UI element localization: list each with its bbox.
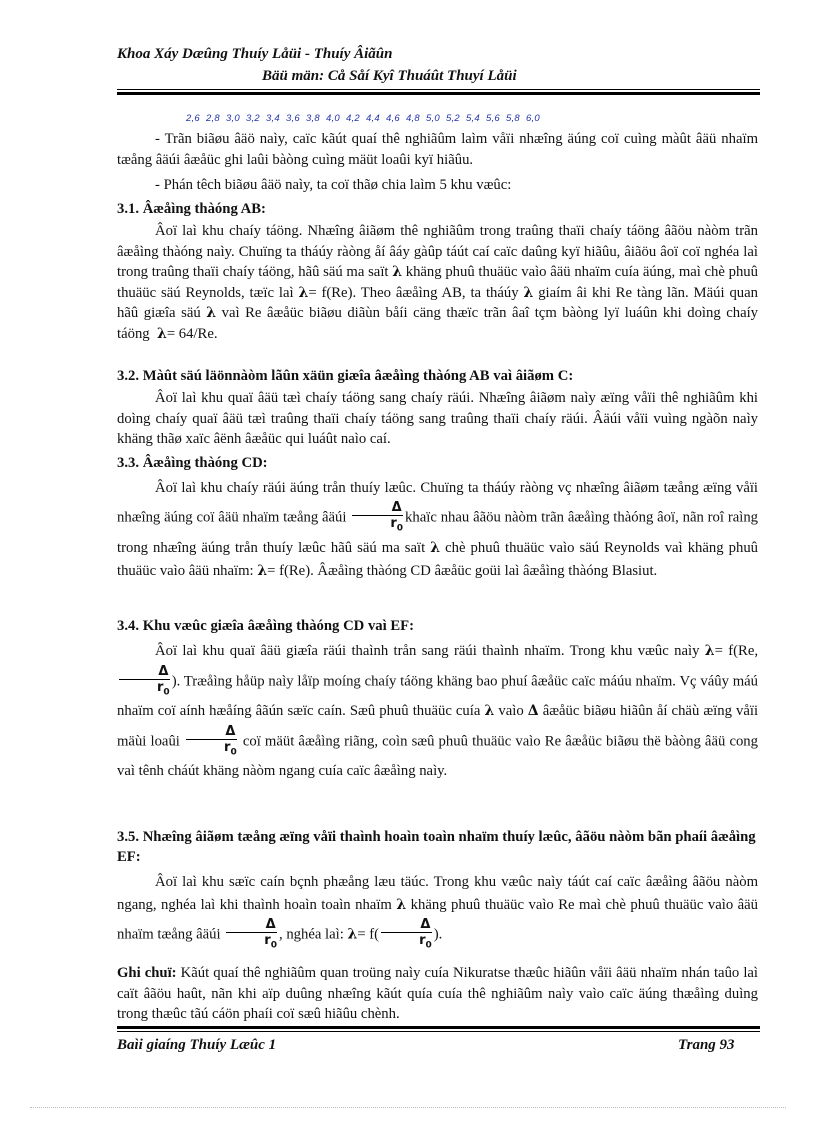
section-3-4-body: Âoï laì khu quaï âäü giæîa räúi thaình trån sang räúi thaình nhaïm. Trong khu væûc naìy λ= f(Re, $\frac{\Delta}{r_0}$ ). Træåìng håüp naìy låïp moíng chaíy táöng khäng bao phuí âæåüc caïc máúu nhaïm. Vç váûy máú nhaïm coï aính hæåíng âãún sæïc caín. Sæû phuû thuäüc cuía λ vaìo Δ âæåüc biãøu hiãûn åí chäù æïng våïi mäùi loaûi $\frac{\Delta}{r_0}$ coï mäüt âæåìng riãng, coìn sæû phuû thuäüc vaìo Re âæåüc biãøu thë bàòng âäü cong vaì tênh cháút khäng nàòm ngang cuía caïc âæåìng naìy.: [117, 643, 759, 780]
delta-over-r0-fraction: $\frac{\Delta}{r_0}$: [119, 664, 170, 701]
footer-rule-thin: [117, 1031, 760, 1032]
lambda-symbol: λ: [704, 643, 715, 659]
axis-tick-label: 4,8: [406, 113, 420, 124]
header-department: Bäü män: Cå Såí Kyî Thuáût Thuyí Låüi: [262, 68, 517, 84]
axis-tick-label: 3,2: [246, 113, 260, 124]
axis-tick-label: 4,4: [366, 113, 380, 124]
lambda-symbol: λ: [392, 264, 403, 280]
delta-over-r0-fraction: $\frac{\Delta}{r_0}$: [381, 917, 432, 954]
intro-paragraph-1: - Trãn biãøu âäö naìy, caïc kãút quaí thê nghiãûm laìm våïi nhæîng äúng coï cuìng màût âäü nhaïm tæång âäúi âæåüc ghi laûi bàòng cuìng mäüt loaûi kyï hiãûu.: [117, 131, 758, 168]
section-3-3-body: Âoï laì khu chaíy räúi äúng trån thuíy læûc. Chuïng ta tháúy ràòng vç nhæîng âiãøm tæång æïng våïi nhæîng äúng coï âäü nhaïm tæång âäúi $\frac{\Delta}{r_0}$ khaïc nhau âãöu nàòm trãn âæåìng thàóng âoï, nãn roî raìng trong nhæîng äúng trån thuíy læûc hãû säú ma saït λ chè phuû thuäüc vaìo säú Reynolds vaì khäng phuû thuäüc vaìo âäü nhaïm: λ= f(Re). Âæåìng thàóng CD âæåüc goüi laì âæåìng thàóng Blasiut.: [117, 480, 759, 579]
header-rule-thick: [117, 92, 760, 95]
axis-tick-label: 3,0: [226, 113, 240, 124]
axis-tick-label: 3,8: [306, 113, 320, 124]
note-label: Ghi chuï:: [117, 965, 177, 981]
lambda-symbol: λ: [523, 284, 534, 301]
lambda-symbol: λ: [257, 562, 268, 579]
axis-tick-label: 2,6: [186, 113, 200, 124]
axis-tick-label: 2,8: [206, 113, 220, 124]
footer-rule-thick: [117, 1026, 760, 1029]
axis-tick-label: 4,0: [326, 113, 340, 124]
axis-tick-label: 3,6: [286, 113, 300, 124]
section-3-1-heading: 3.1. Âæåìng thàóng AB:: [117, 201, 266, 217]
axis-tick-label: 6,0: [526, 113, 540, 124]
axis-tick-label: 5,0: [426, 113, 440, 124]
intro-paragraph-2: - Phán têch biãøu âäö naìy, ta coï thãø chia laìm 5 khu væûc:: [155, 177, 512, 193]
delta-over-r0-fraction: $\frac{\Delta}{r_0}$: [186, 724, 237, 761]
axis-tick-label: 5,2: [446, 113, 460, 124]
footer-page-number: Trang 93: [678, 1037, 735, 1053]
lambda-symbol: λ: [347, 926, 358, 943]
axis-tick-label: 3,4: [266, 113, 280, 124]
header-faculty: Khoa Xáy Dæûng Thuíy Låüi - Thuíy Âiãûn: [117, 46, 393, 62]
section-3-3-heading: 3.3. Âæåìng thàóng CD:: [117, 455, 268, 471]
axis-tick-label: 5,4: [466, 113, 480, 124]
page-edge-divider: [30, 1107, 786, 1108]
delta-over-r0-fraction: $\frac{\Delta}{r_0}$: [352, 500, 403, 537]
section-3-2-heading: 3.2. Màût säú läönnàòm lãûn xäün giæîa âæåìng thàóng AB vaì âiãøm C:: [117, 368, 574, 384]
section-3-1-body: Âoï laì khu chaíy táöng. Nhæîng âiãøm thê nghiãûm trong traûng thaïi chaíy táöng âãöu nàòm trãn âæåìng thàóng naìy. Chuïng ta tháúy ràòng åí âáy gàûp táút caí caïc daûng kyï hiãûu, âiãöu âoï coï nghéa laì trong traûng thaïi chaíy táöng, hãû säú ma saït λ khäng phuû thuäüc vaìo âäü nhaïm cuía äúng, maì chè phuû thuäüc säú Reynolds, tæïc laì λ= f(Re). Theo âæåìng AB, ta tháúy λ giaím âi khi Re tàng lãn. Mäúi quan hãû giæîa säú λ vaì Re âæåüc biãøu diãùn båíi cäng thæïc trãn âaî tçm bàòng lyï luáûn khi doìng chaíy táöng λ= 64/Re.: [117, 223, 759, 342]
lambda-symbol: λ: [484, 703, 495, 720]
delta-symbol: Δ: [527, 703, 539, 720]
note-paragraph: Ghi chuï: Kãút quaí thê nghiãûm quan troüng naìy cuía Nikuratse thæûc hiãûn våïi âäü nhaïm nhán taûo laì caït âãöu haût, nãn khi aïp duûng nhæîng kãút quía cuía thê nghiãûm naìy vaìo caïc äúng thæåìng duìng trong thæûc tãú cáön phaíi coï sæû hiãûu chènh.: [117, 965, 759, 1022]
axis-tick-label: 5,8: [506, 113, 520, 124]
axis-tick-label: 4,6: [386, 113, 400, 124]
chart-axis-tick-labels: [186, 113, 546, 124]
section-3-2-body: Âoï laì khu quaï âäü tæì chaíy táöng sang chaíy räúi. Nhæîng âiãøm naìy æïng våïi thê nghiãûm khi doìng chaíy quaï âäü tæì traûng thaïi chaíy táöng sang traûng thaïi chaíy räúi. Âäúi våïi vuìng ngàõn naìy khäng thãø xaïc âënh âæåüc qui luáût naìo caí.: [117, 390, 758, 447]
lambda-symbol: λ: [430, 539, 441, 556]
lambda-symbol: λ: [298, 284, 309, 301]
lambda-symbol: λ: [206, 305, 217, 321]
footer-course-title: Baìi giaíng Thuíy Læûc 1: [117, 1037, 277, 1053]
section-3-4-heading: 3.4. Khu væûc giæîa âæåìng thàóng CD vaì EF:: [117, 618, 415, 634]
lambda-symbol: λ: [156, 325, 167, 342]
axis-tick-label: 5,6: [486, 113, 500, 124]
section-3-5-body: Âoï laì khu sæïc caín bçnh phæång læu täúc. Trong khu væûc naìy táút caí caïc âæåìng âãöu nàòm ngang, nghéa laì khi thaình hoaìn toaìn nhaïm λ khäng phuû thuäüc vaìo Re maì chè phuû thuäüc vaìo âäü nhaïm tæång âäúi $\frac{\Delta}{r_0}$ , nghéa laì: λ= f( $\frac{\Delta}{r_0}$ ).: [117, 871, 758, 954]
header-rule-thin: [117, 89, 760, 90]
lambda-symbol: λ: [396, 897, 407, 913]
delta-over-r0-fraction: $\frac{\Delta}{r_0}$: [226, 917, 277, 954]
axis-tick-label: 4,2: [346, 113, 360, 124]
section-3-5-heading: 3.5. Nhæîng âiãøm tæång æïng våïi thaình hoaìn toaìn nhaïm thuíy læûc, âãöu nàòm bãn phaíi âæåìng EF:: [117, 829, 756, 865]
